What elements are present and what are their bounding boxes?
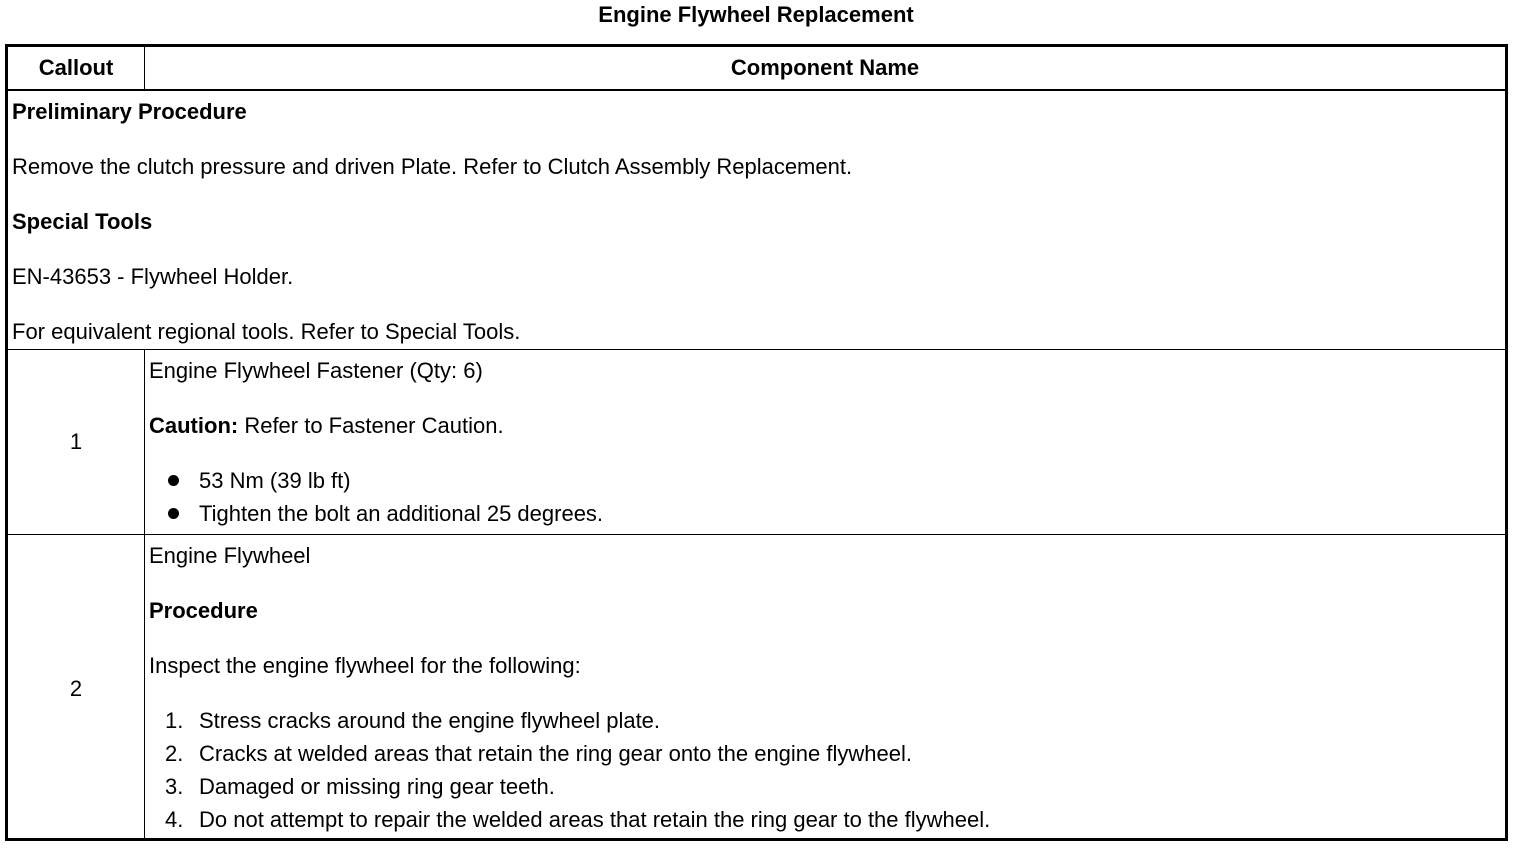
step-text: Damaged or missing ring gear teeth.	[199, 774, 555, 799]
header-component-name: Component Name	[730, 55, 920, 80]
component-name: Engine Flywheel Fastener (Qty: 6)	[149, 358, 483, 383]
callout-cell	[8, 535, 145, 838]
spec-item: Tighten the bolt an additional 25 degrees.	[199, 501, 604, 526]
step-text: Do not attempt to repair the welded areas that retain the ring gear to the flywheel.	[199, 807, 991, 832]
step-text: Cracks at welded areas that retain the ring gear onto the engine flywheel.	[199, 741, 912, 766]
preliminary-section	[8, 91, 1505, 350]
step-number: 3.	[165, 774, 184, 799]
step-number: 1.	[165, 708, 184, 733]
bullet-icon	[168, 475, 179, 486]
callout-number: 2	[69, 676, 83, 701]
step-text: Stress cracks around the engine flywheel plate.	[199, 708, 661, 733]
step-number: 4.	[165, 807, 184, 832]
caution-label: Caution:	[149, 413, 239, 438]
preliminary-text: Remove the clutch pressure and driven Plate. Refer to Clutch Assembly Replacement.	[12, 154, 853, 179]
procedure-intro: Inspect the engine flywheel for the following:	[149, 653, 581, 678]
step-number: 2.	[165, 741, 184, 766]
bullet-icon	[168, 508, 179, 519]
table-row	[8, 350, 1505, 535]
page-title: Engine Flywheel Replacement	[598, 2, 914, 27]
table-row	[8, 535, 1505, 838]
callout-cell	[8, 350, 145, 534]
table-header-row	[8, 47, 1505, 91]
component-name: Engine Flywheel	[149, 543, 311, 568]
caution-text: Refer to Fastener Caution.	[238, 413, 504, 438]
special-tools-heading: Special Tools	[12, 209, 153, 234]
procedure-heading: Procedure	[149, 598, 258, 623]
procedure-table	[5, 44, 1508, 841]
preliminary-heading: Preliminary Procedure	[12, 99, 247, 124]
special-tool-item: EN-43653 - Flywheel Holder.	[12, 264, 294, 289]
special-tools-note: For equivalent regional tools. Refer to Special Tools.	[12, 319, 521, 344]
spec-item: 53 Nm (39 lb ft)	[199, 468, 351, 493]
header-callout: Callout	[8, 47, 145, 89]
callout-number: 1	[69, 429, 83, 454]
caution-line	[149, 413, 504, 439]
